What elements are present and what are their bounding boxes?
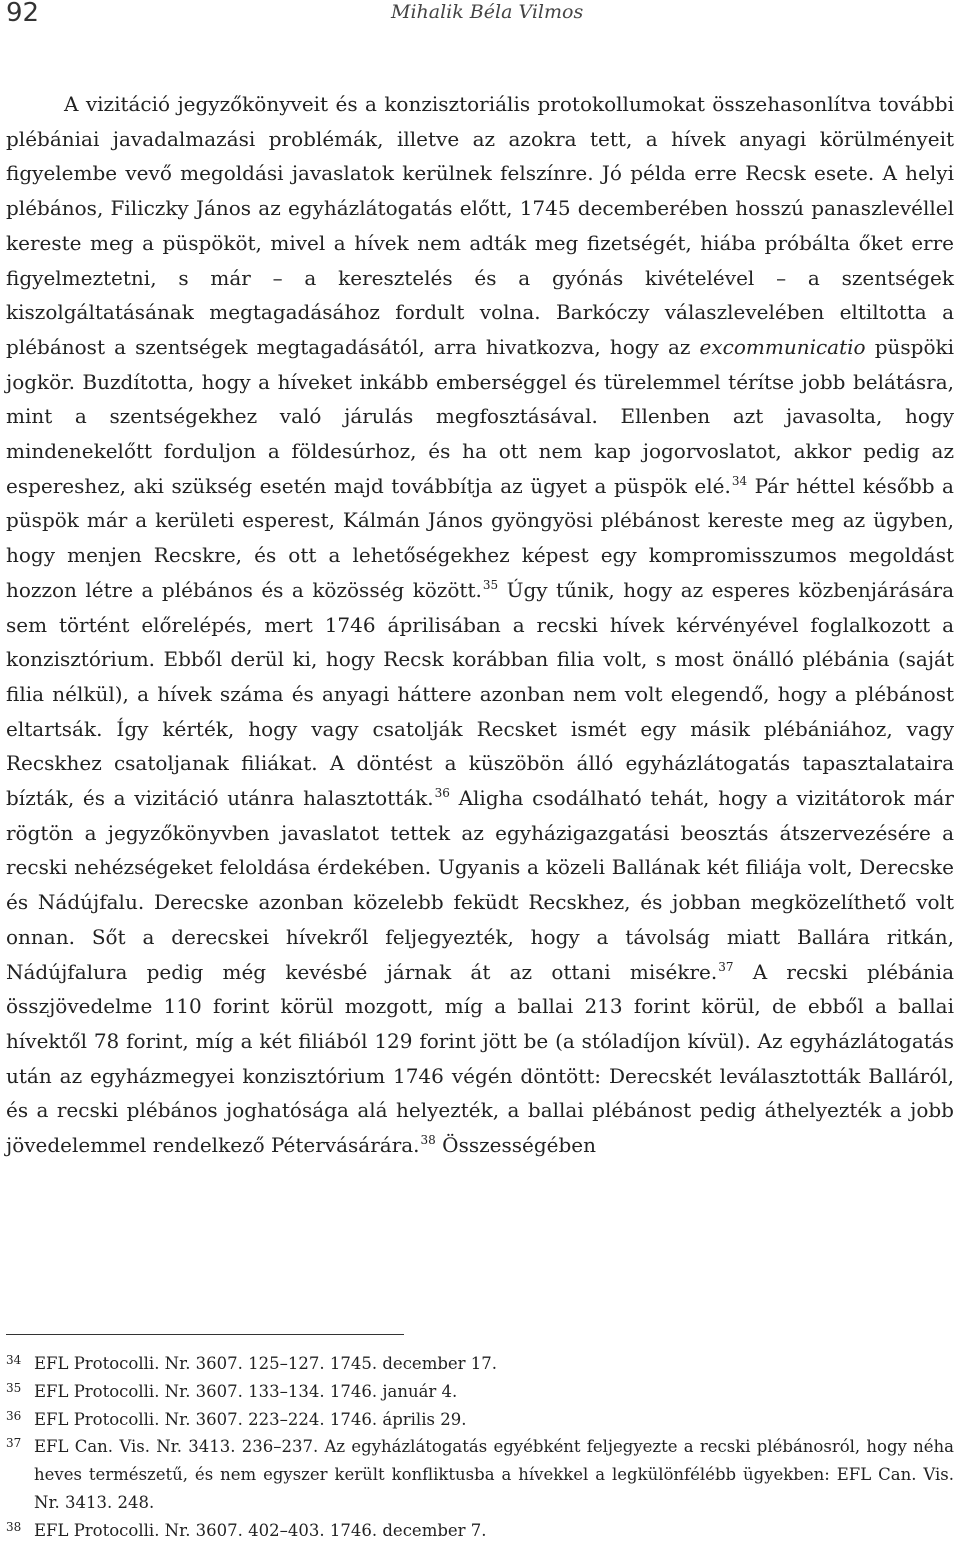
footnote-text: EFL Protocolli. Nr. 3607. 223–224. 1746. április 29.: [34, 1409, 467, 1429]
text-run: Úgy tűnik, hogy az esperes közbenjárására sem történt előrelépés, mert 1746 áprilisában a recski hívek kérvényével foglalkozott a konzisztórium. Ebből derül ki, hogy Recsk korábban filia volt, s most önálló plébánia (saját filia nélkül), a hívek száma és anyagi háttere azonban nem volt elegendő, hogy a plébánost eltartsák. Így kérték, hogy vagy csatolják Recsket ismét egy másik plébániához, vagy Recskhez csatoljanak filiákat. A döntést a küszöbön álló egyházlátogatás tapasztalataira bízták, és a vizitáció utánra halasztották.: [6, 577, 955, 811]
footnote-number: 35: [6, 1380, 22, 1395]
italic-term: excommunicatio: [699, 334, 866, 359]
footnote-ref-34[interactable]: 34: [731, 473, 748, 488]
running-header: [6, 0, 954, 30]
footnote-ref-36[interactable]: 36: [434, 786, 450, 801]
footnote-text: EFL Can. Vis. Nr. 3413. 236–237. Az egyházlátogatás egyébként feljegyezte a recski plébánosról, hogy néha heves természetű, és nem egyszer került konfliktusba a hívekkel a legkülönfélébb ügyekben: EFL Can. Vis. Nr. 3413. 248.: [34, 1437, 954, 1512]
footnote-36: [6, 1406, 954, 1434]
page-number: 92: [6, 0, 40, 28]
footnote-number: 36: [6, 1408, 22, 1423]
footnote-35: [6, 1378, 954, 1406]
footnote-38: [6, 1517, 954, 1545]
text-run: A recski plébánia összjövedelme 110 forint körül mozgott, míg a ballai 213 forint körül, de ebből a ballai hívektől 78 forint, míg a két filiából 129 forint jött be (a stóladíjon kívül). Az egyházlátogatás után az egyházmegyei konzisztórium 1746 végén döntött: Derecskét leválasztották Balláról, és a recski plébános joghatósága alá helyezték, a ballai plébánost pedig áthelyezték a jobb jövedelemmel rendelkező Pétervásárára.: [6, 959, 954, 1158]
footnote-ref-35[interactable]: 35: [482, 577, 499, 592]
footnote-number: 37: [6, 1436, 22, 1451]
text-run: püspöki jogkör. Buzdította, hogy a híveket inkább emberséggel és türelemmel térítse jobb belátásra, mint a szentségekhez való járulás megfosztásával. Ellenben azt javasolta, hogy mindenekelőtt forduljon a földesúrhoz, és ha ott nem kap jogorvoslatot, akkor pedig az espereshez, aki szükség esetén majd továbbítja az ügyet a püspök elé.: [6, 334, 954, 498]
text-run: Pár héttel később a püspök már a kerületi esperest, Kálmán János gyöngyösi plébánost kereste meg az ügyben, hogy menjen Recskre, és ott a lehetőségekhez képest egy kompromisszumos megoldást hozzon létre a plébános és a közösség között.: [6, 473, 954, 602]
text-run: Összességében: [435, 1133, 597, 1158]
main-text: [6, 87, 954, 1163]
footnote-number: 34: [6, 1353, 22, 1367]
footnote-34: [6, 1350, 954, 1378]
text-run: A vizitáció jegyzőkönyveit és a konzisztoriális protokollumokat összehasonlítva további plébániai javadalmazási problémák, illetve az azokra tett, a hívek anyagi körülményeit figyelembe vevő megoldási javaslatok kerülnek felszínre. Jó példa erre Recsk esete. A helyi plébános, Filiczky János az egyházlátogatás előtt, 1745 decemberében hosszú panaszlevéllel kereste meg a püspököt, mivel a hívek nem adták meg fizetségét, hiába próbálta őket erre figyelmeztetni, s már – a keresztelés és a gyónás kivételével – a szentségek kiszolgáltatásának megtagadásához fordult volna. Barkóczy válaszlevelében eltiltotta a plébánost a szentségek megtagadásától, arra hivatkozva, hogy az: [6, 92, 954, 359]
main-paragraph: [6, 87, 954, 1163]
footnote-number: 38: [6, 1519, 22, 1534]
footnote-text: EFL Protocolli. Nr. 3607. 133–134. 1746. január 4.: [34, 1381, 458, 1401]
footnote-divider: [6, 1334, 404, 1335]
footnote-list: [6, 1350, 954, 1545]
running-header-author: Mihalik Béla Vilmos: [391, 1, 584, 23]
text-run: Aligha csodálható tehát, hogy a vizitátorok már rögtön a jegyzőkönyvben javaslatot tettek az egyházigazgatási beosztás átszervezésére a recski nehézségeket feloldása érdekében. Ugyanis a közeli Ballának két filiája volt, Derecske és Nádújfalu. Derecske azonban közelebb feküdt Recskhez, és jobban megközelíthető volt onnan. Sőt a derecskei hívekről feljegyezték, hogy a távolság miatt Ballára ritkán, Nádújfalura pedig még kevésbé járnak át az ottani misékre.: [6, 786, 954, 984]
footnote-text: EFL Protocolli. Nr. 3607. 125–127. 1745. december 17.: [34, 1354, 498, 1373]
footnote-ref-37[interactable]: 37: [718, 959, 734, 974]
footnote-37: [6, 1433, 954, 1516]
footnote-text: EFL Protocolli. Nr. 3607. 402–403. 1746. december 7.: [34, 1520, 487, 1540]
footnote-ref-38[interactable]: 38: [420, 1133, 436, 1148]
